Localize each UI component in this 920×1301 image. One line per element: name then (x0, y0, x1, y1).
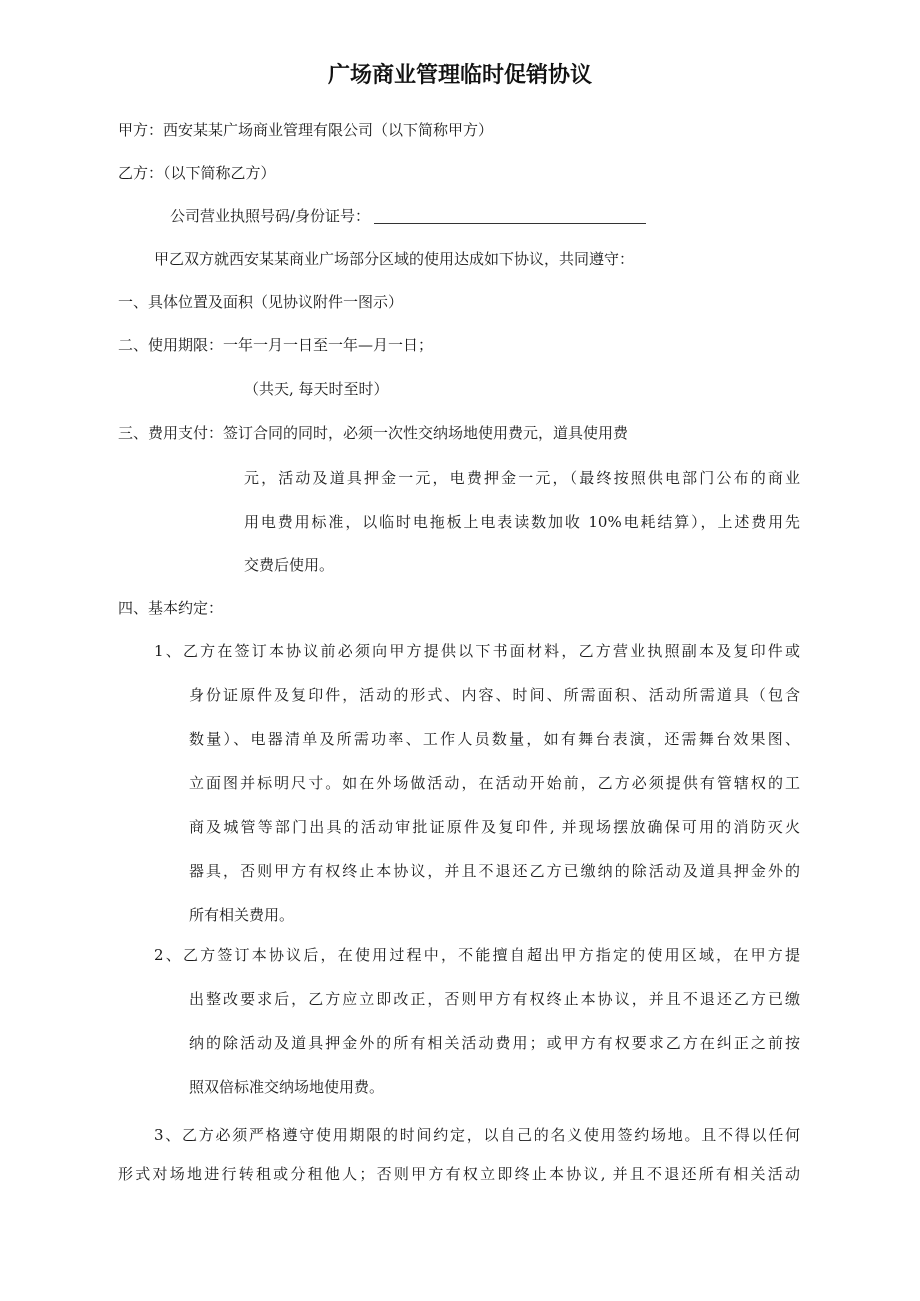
clause-1-line: 数量）、电器清单及所需功率、工作人员数量，如有舞台表演，还需舞台效果图、 (189, 730, 800, 748)
clause-2-line: 2、乙方签订本协议后，在使用过程中，不能擅自超出甲方指定的使用区域，在甲方提 (154, 946, 800, 964)
section-2-subnote: （共天, 每天时至时） (244, 380, 389, 398)
clause-2-line: 出整改要求后，乙方应立即改正，否则甲方有权终止本协议，并且不退还乙方已缴 (189, 990, 800, 1008)
document-title: 广场商业管理临时促销协议 (327, 63, 592, 88)
party-a-line: 甲方：西安某某广场商业管理有限公司（以下简称甲方） (118, 121, 494, 139)
section-4-heading: 四、基本约定： (118, 599, 224, 617)
clause-1-line: 身份证原件及复印件，活动的形式、内容、时间、所需面积、活动所需道具（包含 (189, 686, 800, 704)
clause-1-line: 1、乙方在签订本协议前必须向甲方提供以下书面材料，乙方营业执照副本及复印件或 (154, 642, 800, 660)
clause-2-line: 纳的除活动及道具押金外的所有相关活动费用；或甲方有权要求乙方在纠正之前按 (189, 1034, 800, 1052)
license-label: 公司营业执照号码/身份证号： (170, 207, 371, 225)
section-3-line: 交费后使用。 (244, 556, 335, 574)
preamble: 甲乙双方就西安某某商业广场部分区域的使用达成如下协议，共同遵守： (154, 250, 635, 268)
section-3-line: 三、费用支付：签订合同的同时，必须一次性交纳场地使用费元，道具使用费 (118, 424, 629, 442)
clause-3-line: 3、乙方必须严格遵守使用期限的时间约定，以自己的名义使用签约场地。且不得以任何 (154, 1126, 800, 1144)
section-1-heading: 一、具体位置及面积（见协议附件一图示） (118, 293, 404, 311)
clause-1-line: 商及城管等部门出具的活动审批证原件及复印件, 并现场摆放确保可用的消防灭火 (189, 818, 800, 836)
clause-1-line: 所有相关费用。 (189, 906, 295, 924)
clause-3-line: 形式对场地进行转租或分租他人；否则甲方有权立即终止本协议, 并且不退还所有相关活动 (118, 1165, 800, 1183)
section-3-line: 元，活动及道具押金一元，电费押金一元，（最终按照供电部门公布的商业 (244, 469, 800, 487)
party-b-line: 乙方：（以下简称乙方） (118, 164, 276, 182)
section-3-line: 用电费用标准，以临时电拖板上电表读数加收 10%电耗结算），上述费用先 (244, 513, 800, 531)
clause-1-line: 立面图并标明尺寸。如在外场做活动，在活动开始前，乙方必须提供有管辖权的工 (189, 774, 800, 792)
section-2-heading: 二、使用期限：一年一月一日至一年—月一日； (118, 336, 434, 354)
clause-2-line: 照双倍标准交纳场地使用费。 (189, 1078, 385, 1096)
clause-1-line: 器具，否则甲方有权终止本协议，并且不退还乙方已缴纳的除活动及道具押金外的 (189, 862, 800, 880)
license-number-line (170, 205, 646, 227)
license-blank (374, 207, 646, 224)
